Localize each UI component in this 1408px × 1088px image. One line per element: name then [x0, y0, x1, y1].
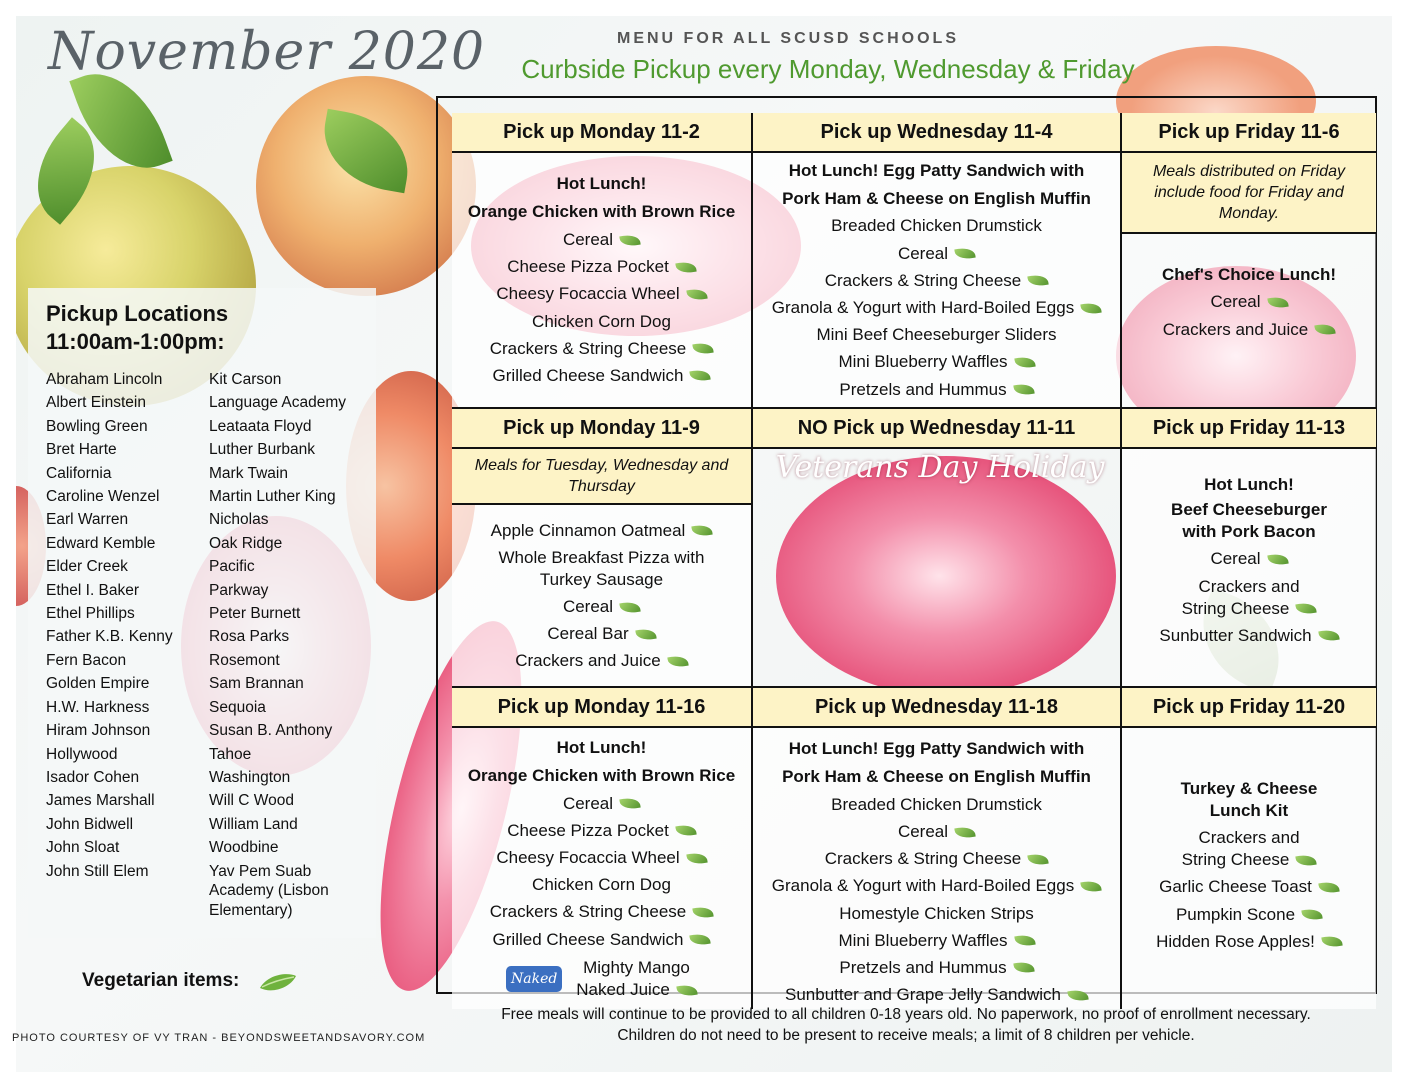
- grid-line: [452, 503, 751, 505]
- menu-item-text: Mini Blueberry Waffles: [838, 352, 1008, 372]
- location-item: Tahoe: [209, 745, 252, 763]
- leaf-icon: [619, 233, 640, 247]
- grid-line: [452, 447, 1376, 449]
- leaf-icon: [690, 369, 711, 383]
- lunch-kit-label: Lunch Kit: [1209, 800, 1289, 820]
- leaf-icon: [675, 824, 696, 838]
- locations-hours: 11:00am-1:00pm:: [46, 329, 225, 354]
- leaf-icon: [619, 600, 640, 614]
- grid-line: [452, 407, 1376, 409]
- location-item: Washington: [209, 768, 291, 786]
- menu-item: [532, 874, 671, 896]
- locations-title: [46, 300, 228, 356]
- location-item: Nicholas: [209, 511, 269, 529]
- location-item: Parkway: [209, 581, 269, 599]
- hot-lunch-item: Orange Chicken with Brown Rice: [467, 766, 736, 786]
- menu-item: [1159, 876, 1339, 898]
- menu-item: [1163, 319, 1336, 341]
- footer-notice: [436, 1004, 1376, 1046]
- menu-item-text: Crackers and: [1198, 576, 1300, 596]
- menu-item: [540, 569, 663, 591]
- grid-line: [452, 686, 1376, 688]
- footer-line: Children do not need to be present to receive meals; a limit of 8 children per vehicle.: [617, 1027, 1195, 1044]
- location-item: Earl Warren: [46, 511, 129, 529]
- location-item: Pacific: [209, 558, 255, 576]
- location-item: John Still Elem: [46, 862, 149, 880]
- menu-item: [496, 847, 706, 869]
- location-item: Leataata Floyd: [209, 417, 312, 435]
- hot-lunch-label: Hot Lunch!: [556, 174, 647, 194]
- leaf-icon: [1067, 988, 1088, 1002]
- menu-item: [816, 324, 1056, 346]
- location-item: Sam Brannan: [209, 675, 304, 693]
- leaf-icon: [1028, 852, 1049, 866]
- location-item: Golden Empire: [46, 675, 150, 693]
- menu-item-text: Apple Cinnamon Oatmeal: [490, 520, 686, 540]
- menu-item-text: Pretzels and Hummus: [839, 957, 1007, 977]
- menu-item-text: Crackers & String Cheese: [489, 338, 687, 358]
- location-item: Hollywood: [46, 745, 118, 763]
- friday-distribution-note: Meals distributed on Friday include food for Friday and Monday.: [1122, 153, 1376, 232]
- menu-item-text: Cereal Bar: [547, 624, 629, 644]
- menu-item: [772, 875, 1101, 897]
- menu-item-text: Cheesy Focaccia Wheel: [496, 284, 680, 304]
- leaf-icon: [1296, 602, 1317, 616]
- header-monday-11-9: Pick up Monday 11-9: [452, 409, 751, 447]
- menu-item-text: Grilled Cheese Sandwich: [492, 929, 684, 949]
- header-friday-11-20: Pick up Friday 11-20: [1122, 688, 1376, 726]
- leaf-icon: [1267, 296, 1288, 310]
- menu-item-text: Cereal: [562, 230, 614, 250]
- leaf-icon: [1081, 880, 1102, 894]
- location-item: John Bidwell: [46, 815, 134, 833]
- leaf-icon: [1013, 383, 1034, 397]
- leaf-icon: [258, 972, 298, 994]
- menu-item-text: Crackers & String Cheese: [824, 270, 1022, 290]
- menu-item-juice: [506, 957, 697, 1001]
- menu-item-text: Turkey Sausage: [539, 569, 664, 589]
- leaf-icon: [1321, 935, 1342, 949]
- menu-item: [1210, 291, 1287, 313]
- location-item: Luther Burbank: [209, 441, 315, 459]
- location-item: Hiram Johnson: [46, 722, 151, 740]
- menu-item: [563, 229, 640, 251]
- menu-item-text: Pumpkin Scone: [1175, 904, 1296, 924]
- menu-item: [1156, 931, 1342, 953]
- location-item: Albert Einstein: [46, 394, 146, 412]
- header-friday-11-13: Pick up Friday 11-13: [1122, 409, 1376, 447]
- menu-item: [838, 351, 1034, 373]
- leaf-icon: [1318, 881, 1339, 895]
- footer-line: Free meals will continue to be provided to all children 0-18 years old. No paperwork, no proof of enrollment necessary.: [501, 1006, 1311, 1023]
- menu-item-text: Cereal: [562, 793, 614, 813]
- hot-lunch-item: Pork Ham & Cheese on English Muffin: [782, 188, 1091, 208]
- menu-item-text: Pretzels and Hummus: [839, 379, 1007, 399]
- leaf-icon: [954, 825, 975, 839]
- location-item: California: [46, 464, 112, 482]
- menu-item: [831, 794, 1042, 816]
- menu-item-text: Cereal: [1210, 549, 1261, 569]
- chefs-choice-label: Chef's Choice Lunch!: [1161, 264, 1337, 284]
- grid-line: [452, 726, 1376, 728]
- menu-item: [831, 215, 1042, 237]
- location-item: H.W. Harkness: [46, 698, 150, 716]
- menu-item-text: String Cheese: [1181, 598, 1290, 618]
- menu-item: [1198, 827, 1299, 849]
- menu-item: [491, 520, 713, 542]
- menu-item: [563, 596, 640, 618]
- location-item: Abraham Lincoln: [46, 371, 163, 388]
- location-item: Will C Wood: [209, 792, 294, 810]
- menu-item-text: Breaded Chicken Drumstick: [831, 216, 1042, 236]
- menu-item: [1198, 576, 1299, 598]
- menu-item-text: Homestyle Chicken Strips: [839, 903, 1034, 923]
- location-item: Susan B. Anthony: [209, 722, 333, 740]
- menu-item-text: Sunbutter and Grape Jelly Sandwich: [785, 985, 1061, 1005]
- hot-lunch-label: Hot Lunch!: [556, 738, 647, 758]
- grid-line: [452, 151, 1376, 153]
- menu-item: [507, 820, 696, 842]
- location-item: Fern Bacon: [46, 651, 127, 669]
- menu-item: [898, 821, 975, 843]
- header-wednesday-11-4: Pick up Wednesday 11-4: [753, 113, 1120, 151]
- menu-wednesday-11-4: [753, 156, 1120, 404]
- menu-item-text: Mini Beef Cheeseburger Sliders: [816, 325, 1057, 345]
- location-item: Caroline Wenzel: [46, 488, 160, 506]
- location-item: Yav Pem Suab Academy (Lisbon Elementary): [209, 862, 329, 919]
- leaf-icon: [635, 627, 656, 641]
- leaf-icon: [1014, 934, 1035, 948]
- hot-lunch-label: Hot Lunch! Egg Patty Sandwich with: [788, 160, 1085, 180]
- menu-item-text: Granola & Yogurt with Hard-Boiled Eggs: [771, 298, 1075, 317]
- menu-item-text: Crackers & String Cheese: [489, 902, 687, 922]
- leaf-icon: [692, 524, 713, 538]
- hot-lunch-item: Orange Chicken with Brown Rice: [467, 202, 736, 222]
- leaf-icon: [693, 342, 714, 356]
- menu-item-text: Whole Breakfast Pizza with: [498, 547, 705, 567]
- locations-list-col1: [46, 368, 211, 883]
- menu-item-text: Cereal: [897, 243, 949, 263]
- location-item: Mark Twain: [209, 464, 288, 482]
- location-item: Ethel I. Baker: [46, 581, 140, 599]
- menu-friday-11-20: [1122, 760, 1376, 970]
- menu-item-text: Cereal: [1210, 292, 1261, 312]
- leaf-icon: [693, 906, 714, 920]
- menu-item-text: Breaded Chicken Drumstick: [831, 794, 1042, 814]
- location-item: Bowling Green: [46, 417, 148, 435]
- hot-lunch-label: Hot Lunch!: [1204, 474, 1294, 494]
- locations-title-line: Pickup Locations: [46, 301, 229, 326]
- leaf-icon: [1081, 301, 1102, 315]
- menu-item-text: Grilled Cheese Sandwich: [492, 365, 684, 385]
- leaf-icon: [1267, 552, 1288, 566]
- menu-item: [825, 848, 1049, 870]
- page-title: November 2020: [48, 22, 486, 82]
- location-item: James Marshall: [46, 792, 155, 810]
- location-item: Isador Cohen: [46, 768, 140, 786]
- leaf-icon: [1301, 908, 1322, 922]
- location-item: Woodbine: [209, 839, 279, 857]
- menu-item-text: Garlic Cheese Toast: [1159, 877, 1312, 897]
- leaf-icon: [686, 288, 707, 302]
- location-item: Rosemont: [209, 651, 280, 669]
- menu-item: [1176, 904, 1322, 926]
- leaf-icon: [667, 655, 688, 669]
- leaf-icon: [1014, 356, 1035, 370]
- leaf-icon: [1296, 853, 1317, 867]
- menu-item-text: Mighty Mango: [583, 958, 690, 978]
- location-item: Peter Burnett: [209, 605, 301, 623]
- veterans-day-holiday: Veterans Day Holiday: [775, 450, 1105, 485]
- menu-item: [499, 547, 705, 569]
- menu-item-text: Cheese Pizza Pocket: [507, 257, 669, 277]
- menu-item-text: Crackers and Juice: [1162, 319, 1309, 339]
- menu-item-text: Mini Blueberry Waffles: [838, 930, 1008, 950]
- leaf-icon: [1315, 323, 1336, 337]
- leaf-icon: [686, 851, 707, 865]
- menu-item: [825, 270, 1049, 292]
- menu-item-text: Sunbutter Sandwich: [1159, 625, 1312, 645]
- menu-item-text: Crackers & String Cheese: [824, 849, 1022, 869]
- menu-item-text: Cheesy Focaccia Wheel: [496, 848, 680, 868]
- header-monday-11-2: Pick up Monday 11-2: [452, 113, 751, 151]
- location-item: John Sloat: [46, 839, 120, 857]
- menu-monday-11-9: [452, 512, 751, 680]
- naked-juice-logo: Naked: [506, 966, 562, 992]
- leaf-icon: [690, 933, 711, 947]
- menu-item-text: String Cheese: [1181, 850, 1290, 870]
- location-item: Rosa Parks: [209, 628, 290, 646]
- grid-line: [1122, 232, 1376, 234]
- locations-list-col2: [209, 368, 374, 920]
- menu-item: [839, 379, 1033, 401]
- location-item: Bret Harte: [46, 441, 117, 459]
- menu-friday-11-13: [1122, 465, 1376, 655]
- menu-item: [532, 311, 671, 333]
- menu-item-text: Chicken Corn Dog: [532, 311, 671, 331]
- menu-item-text: Crackers and: [1198, 828, 1300, 848]
- location-item: Elder Creek: [46, 558, 128, 576]
- location-item: Sequoia: [209, 698, 266, 716]
- menu-item-text: Chicken Corn Dog: [532, 875, 671, 895]
- location-item: Father K.B. Kenny: [46, 628, 173, 646]
- hot-lunch-label: Hot Lunch! Egg Patty Sandwich with: [788, 739, 1085, 759]
- menu-heading: MENU FOR ALL SCUSD SCHOOLS: [616, 30, 959, 47]
- leaf-icon: [1318, 629, 1339, 643]
- menu-item: [898, 243, 975, 265]
- menu-item-text: Cereal: [562, 597, 614, 616]
- menu-item-text: Cheese Pizza Pocket: [507, 820, 669, 840]
- menu-item: [507, 256, 696, 278]
- menu-item: [490, 338, 714, 360]
- leaf-icon: [954, 247, 975, 261]
- menu-item: [839, 957, 1033, 979]
- leaf-icon: [675, 260, 696, 274]
- menu-item-text: Hidden Rose Apples!: [1156, 931, 1315, 951]
- header-friday-11-6: Pick up Friday 11-6: [1122, 113, 1376, 151]
- location-item: Edward Kemble: [46, 534, 156, 552]
- leaf-icon: [1028, 274, 1049, 288]
- header-monday-11-16: Pick up Monday 11-16: [452, 688, 751, 726]
- leaf-icon: [676, 983, 697, 997]
- location-item: Language Academy: [209, 394, 347, 412]
- menu-item: [1210, 548, 1287, 570]
- menu-item: [839, 903, 1034, 925]
- menu-item: [563, 793, 640, 815]
- location-item: William Land: [209, 815, 298, 833]
- menu-item: [490, 901, 714, 923]
- hot-lunch-item: with Pork Bacon: [1182, 521, 1316, 541]
- menu-item: [772, 297, 1101, 319]
- menu-wednesday-11-18: [753, 740, 1120, 1004]
- menu-item: [1182, 598, 1317, 620]
- monday-distribution-note: Meals for Tuesday, Wednesday and Thursday: [452, 449, 751, 503]
- menu-item: [1159, 625, 1338, 647]
- hot-lunch-item: Pork Ham & Cheese on English Muffin: [782, 767, 1091, 787]
- menu-item-text: Naked Juice: [576, 980, 670, 1000]
- header-wednesday-11-18: Pick up Wednesday 11-18: [753, 688, 1120, 726]
- menu-friday-11-6: [1122, 252, 1376, 352]
- leaf-icon: [619, 797, 640, 811]
- location-item: Martin Luther King: [209, 488, 336, 506]
- vegetarian-legend-label: Vegetarian items:: [82, 970, 240, 991]
- menu-item-text: Granola & Yogurt with Hard-Boiled Eggs: [771, 876, 1075, 896]
- menu-monday-11-2: [452, 160, 751, 400]
- location-item: Oak Ridge: [209, 534, 283, 552]
- menu-item: [496, 283, 706, 305]
- menu-item: [785, 984, 1088, 1006]
- menu-item-text: Crackers and Juice: [515, 651, 661, 671]
- pickup-schedule-subtitle: Curbside Pickup every Monday, Wednesday & Friday: [521, 54, 1135, 84]
- location-item: Kit Carson: [209, 371, 282, 388]
- menu-item: [1182, 849, 1317, 871]
- menu-item: [547, 623, 655, 645]
- header-wednesday-11-11: NO Pick up Wednesday 11-11: [753, 409, 1120, 447]
- location-item: Ethel Phillips: [46, 605, 135, 623]
- menu-item-text: Cereal: [897, 822, 949, 842]
- hot-lunch-item: Beef Cheeseburger: [1171, 499, 1327, 519]
- photo-credit: PHOTO COURTESY OF VY TRAN - BEYONDSWEETANDSAVORY.COM: [12, 1032, 426, 1044]
- menu-item: [493, 365, 711, 387]
- menu-item: [493, 929, 711, 951]
- menu-item: [515, 650, 688, 672]
- leaf-icon: [1013, 961, 1034, 975]
- menu-item: [838, 930, 1034, 952]
- lunch-kit-label: Turkey & Cheese: [1180, 778, 1318, 798]
- menu-monday-11-16: [452, 734, 751, 1004]
